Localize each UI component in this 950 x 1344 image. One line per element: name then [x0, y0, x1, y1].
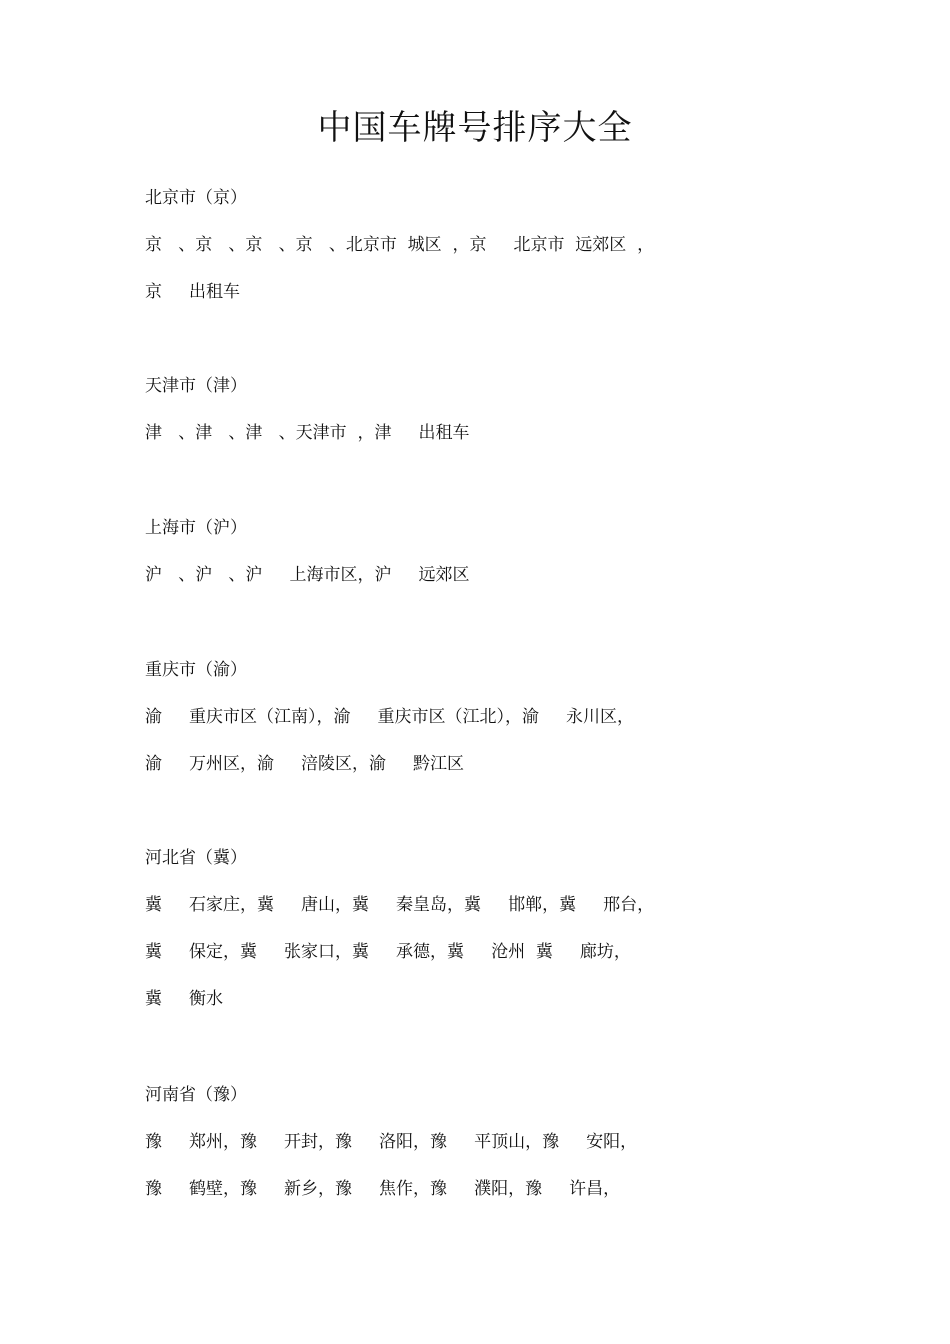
section-line: 渝 重庆市区（江南），渝 重庆市区（江北），渝 永川区， — [145, 707, 635, 727]
section-tianjin — [145, 374, 845, 468]
section-heading: 河北省（冀） — [145, 848, 247, 868]
section-heading: 北京市（京） — [145, 188, 247, 208]
section-heading: 天津市（津） — [145, 376, 247, 396]
section-shanghai — [145, 516, 845, 610]
section-beijing — [145, 186, 845, 327]
section-chongqing — [145, 658, 845, 799]
document-title: 中国车牌号排序大全 — [317, 108, 633, 148]
section-line: 豫 鹤壁，豫 新乡，豫 焦作，豫 濮阳，豫 许昌， — [145, 1179, 621, 1199]
section-line: 沪 、沪 、沪 上海市区，沪 远郊区 — [145, 565, 470, 585]
section-line: 冀 石家庄，冀 唐山，冀 秦皇岛，冀 邯郸，冀 邢台， — [145, 895, 655, 915]
section-hebei — [145, 846, 845, 1034]
section-henan — [145, 1083, 845, 1224]
section-line: 冀 保定，冀 张家口，冀 承德，冀 沧州 冀 廊坊， — [145, 942, 631, 962]
section-heading: 上海市（沪） — [145, 518, 247, 538]
section-line: 冀 衡水 — [145, 989, 224, 1009]
section-line: 豫 郑州，豫 开封，豫 洛阳，豫 平顶山，豫 安阳， — [145, 1132, 638, 1152]
section-line: 渝 万州区，渝 涪陵区，渝 黔江区 — [145, 754, 465, 774]
section-line: 京 、京 、京 、京 、北京市 城区 ，京 北京市 远郊区 ， — [145, 235, 655, 255]
section-heading: 重庆市（渝） — [145, 660, 247, 680]
section-line: 津 、津 、津 、天津市 ，津 出租车 — [145, 423, 470, 443]
section-heading: 河南省（豫） — [145, 1085, 247, 1105]
section-line: 京 出租车 — [145, 282, 241, 302]
